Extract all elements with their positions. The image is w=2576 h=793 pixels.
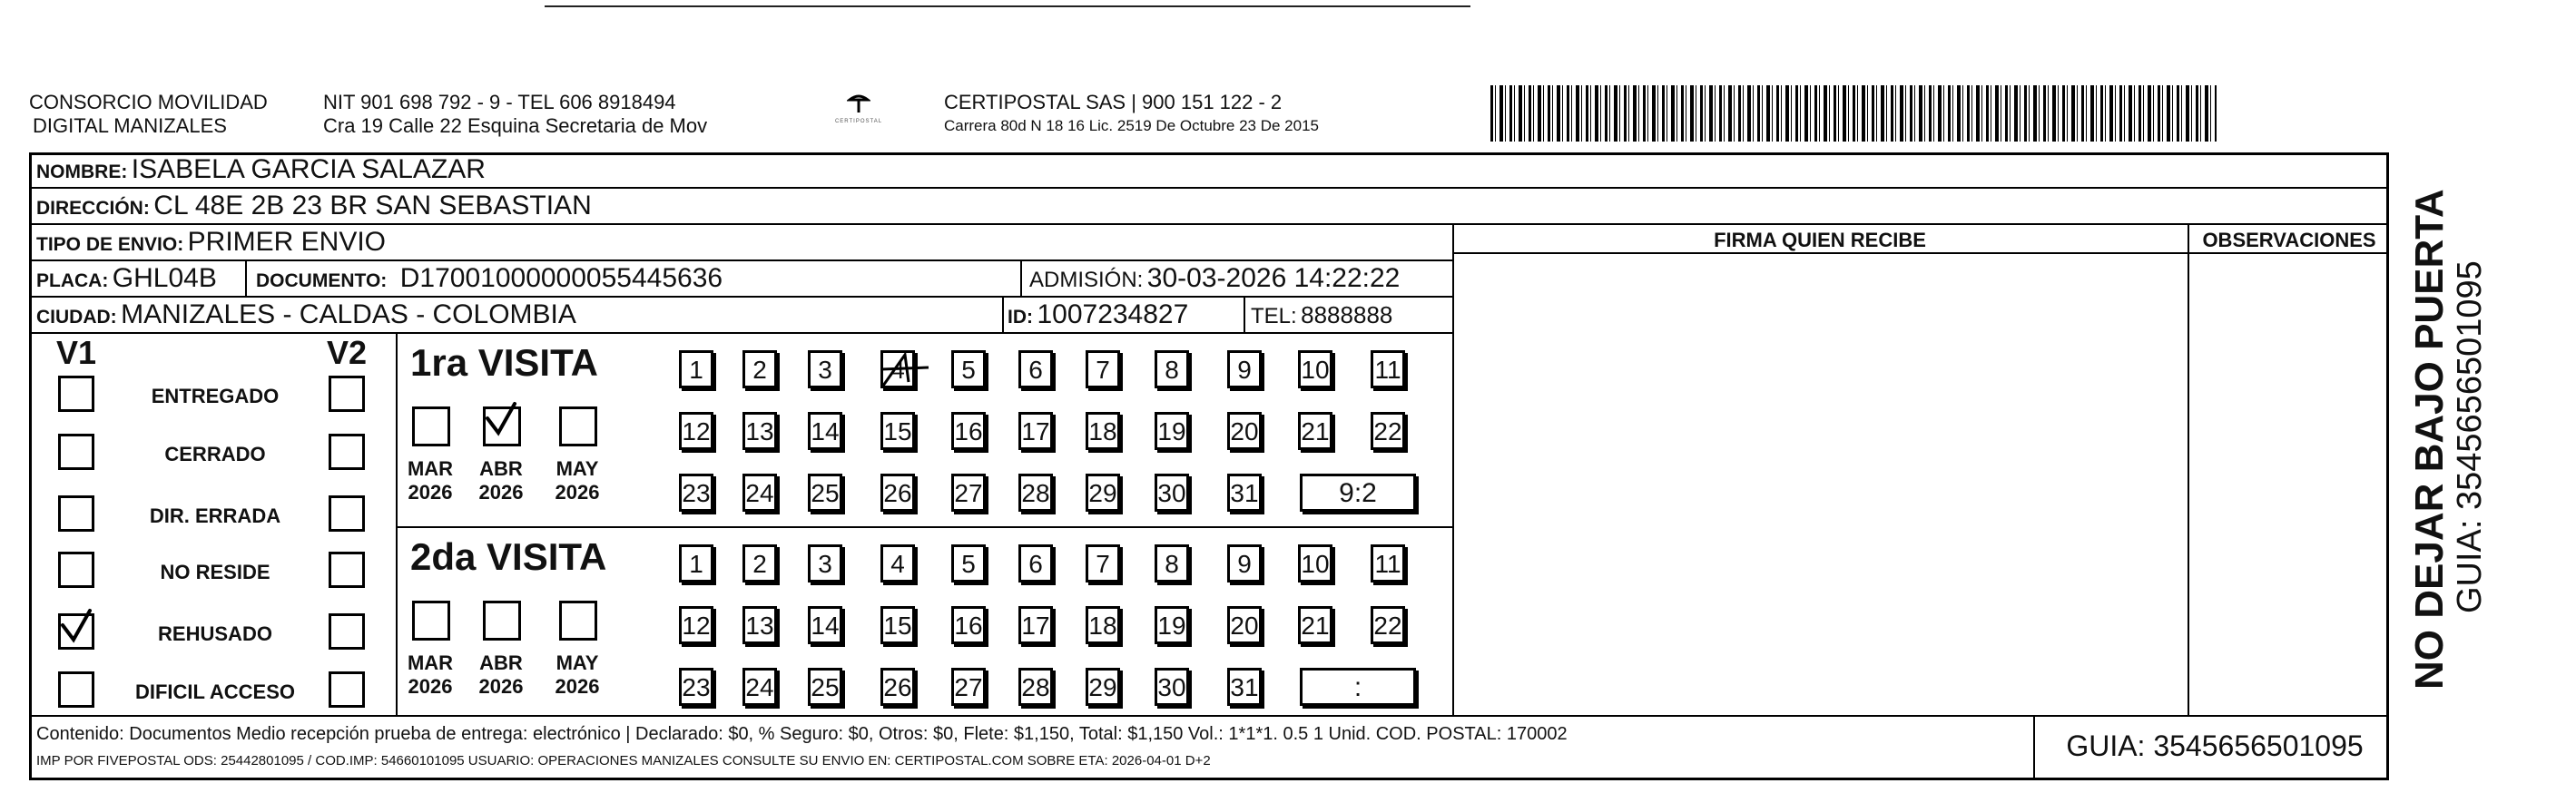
day-box[interactable]: 24 <box>742 668 777 706</box>
month-name: ABR <box>479 651 523 674</box>
day-box[interactable]: 9 <box>1227 544 1262 583</box>
sender-info <box>323 91 707 138</box>
nombre-row <box>36 154 486 190</box>
v1-checkbox[interactable] <box>58 552 94 588</box>
v2-label: V2 <box>327 334 368 371</box>
month-checkbox[interactable] <box>559 601 597 641</box>
day-box[interactable]: 8 <box>1155 350 1189 388</box>
direccion-row <box>36 191 592 226</box>
placa-label: PLACA: <box>36 270 109 291</box>
footer-guia: GUIA: 3545656501095 <box>2066 729 2364 762</box>
month-year: 2026 <box>408 675 453 698</box>
documento-label: DOCUMENTO: <box>256 270 388 291</box>
month-year: 2026 <box>478 675 524 698</box>
id-value: 1007234827 <box>1037 299 1189 329</box>
documento-value: D17001000000055445636 <box>399 263 723 293</box>
status-label: DIR. ERRADA <box>149 504 281 527</box>
scan-edge-line <box>545 5 1470 7</box>
placa-value: GHL04B <box>112 263 217 293</box>
day-box[interactable]: 18 <box>1086 606 1120 644</box>
divider <box>1452 252 2389 254</box>
sender-name <box>29 91 268 138</box>
admision-row <box>1029 263 1400 299</box>
month-label <box>552 457 603 504</box>
day-box[interactable]: 4 <box>880 544 915 583</box>
barcode <box>1490 85 2217 142</box>
day-box[interactable]: 15 <box>880 606 915 644</box>
day-box[interactable]: 8 <box>1155 544 1189 583</box>
tipo-label: TIPO DE ENVIO: <box>36 234 184 255</box>
divider <box>396 526 1454 528</box>
month-name: MAR <box>407 457 454 480</box>
day-box[interactable]: 27 <box>951 668 986 706</box>
divider <box>1020 259 1022 296</box>
admision-value: 30-03-2026 14:22:22 <box>1146 263 1401 293</box>
divider <box>396 332 398 715</box>
ciudad-value: MANIZALES - CALDAS - COLOMBIA <box>121 299 576 329</box>
visit-title: 2da VISITA <box>410 535 607 578</box>
time-box[interactable]: : <box>1300 668 1416 706</box>
day-box[interactable]: 11 <box>1371 350 1405 388</box>
day-box[interactable]: 16 <box>951 412 986 450</box>
month-year: 2026 <box>478 481 524 504</box>
day-box[interactable]: 28 <box>1018 474 1053 512</box>
day-box[interactable]: 19 <box>1155 412 1189 450</box>
v1-label: V1 <box>56 334 97 371</box>
day-box[interactable]: 10 <box>1298 544 1332 583</box>
day-box[interactable]: 14 <box>808 606 842 644</box>
day-box[interactable]: 10 <box>1298 350 1332 388</box>
divider <box>2033 715 2035 780</box>
day-box[interactable]: 21 <box>1298 606 1332 644</box>
courier-name: CERTIPOSTAL SAS | 900 151 122 - 2 <box>944 91 1283 113</box>
v2-checkbox[interactable] <box>329 434 365 470</box>
day-box[interactable]: 25 <box>808 668 842 706</box>
divider <box>1002 296 1004 332</box>
documento-row <box>256 263 723 299</box>
divider <box>29 715 2389 717</box>
day-box[interactable]: 3 <box>808 544 842 583</box>
day-box[interactable]: 31 <box>1227 474 1262 512</box>
month-label <box>405 457 456 504</box>
month-year: 2026 <box>408 481 453 504</box>
month-label <box>405 651 456 699</box>
v2-checkbox[interactable] <box>329 613 365 650</box>
sender-nit: NIT 901 698 792 - 9 - TEL 606 8918494 <box>323 91 676 113</box>
v2-checkbox[interactable] <box>329 671 365 708</box>
day-box[interactable]: 3 <box>808 350 842 388</box>
v1-checkbox[interactable] <box>58 613 94 650</box>
tel-row <box>1251 299 1392 335</box>
courier-logo-icon <box>847 93 870 114</box>
day-box[interactable]: 11 <box>1371 544 1405 583</box>
day-box[interactable]: 26 <box>880 474 915 512</box>
sender-name-line2: DIGITAL MANIZALES <box>33 114 227 137</box>
day-box[interactable]: 5 <box>951 350 986 388</box>
month-checkbox[interactable] <box>559 406 597 446</box>
day-box[interactable]: 21 <box>1298 412 1332 450</box>
tel-label: TEL: <box>1251 304 1297 328</box>
month-year: 2026 <box>555 675 600 698</box>
day-box[interactable]: 28 <box>1018 668 1053 706</box>
day-box[interactable]: 15 <box>880 412 915 450</box>
day-box[interactable]: 23 <box>679 668 713 706</box>
month-name: MAY <box>556 651 599 674</box>
courier-logo <box>831 93 886 124</box>
day-box[interactable]: 22 <box>1371 606 1405 644</box>
month-year: 2026 <box>555 481 600 504</box>
day-box[interactable]: 12 <box>679 412 713 450</box>
day-box[interactable]: 18 <box>1086 412 1120 450</box>
v1-checkbox[interactable] <box>58 376 94 412</box>
divider <box>2188 223 2189 715</box>
day-box[interactable]: 1 <box>679 544 713 583</box>
direccion-label: DIRECCIÓN: <box>36 198 150 219</box>
day-box[interactable]: 20 <box>1227 606 1262 644</box>
month-checkbox[interactable] <box>412 601 450 641</box>
divider <box>1452 223 1454 715</box>
month-checkbox[interactable] <box>483 601 521 641</box>
tipo-value: PRIMER ENVIO <box>187 227 387 257</box>
day-box[interactable]: 6 <box>1018 544 1053 583</box>
v1-checkbox[interactable] <box>58 434 94 470</box>
day-box[interactable]: 27 <box>951 474 986 512</box>
day-box[interactable]: 7 <box>1086 350 1120 388</box>
v2-checkbox[interactable] <box>329 495 365 532</box>
month-name: MAY <box>556 457 599 480</box>
day-box[interactable]: 23 <box>679 474 713 512</box>
month-label <box>552 651 603 699</box>
divider <box>1244 296 1245 332</box>
day-box[interactable]: 4 <box>880 350 915 388</box>
ciudad-label: CIUDAD: <box>36 307 117 328</box>
day-box[interactable]: 24 <box>742 474 777 512</box>
status-label: NO RESIDE <box>160 561 270 583</box>
tipo-row <box>36 227 386 262</box>
day-box[interactable]: 5 <box>951 544 986 583</box>
day-box[interactable]: 30 <box>1155 474 1189 512</box>
observaciones-label: OBSERVACIONES <box>2202 229 2376 251</box>
month-label <box>476 457 526 504</box>
day-box[interactable]: 6 <box>1018 350 1053 388</box>
side-warning: NO DEJAR BAJO PUERTA <box>2407 189 2452 690</box>
day-box[interactable]: 25 <box>808 474 842 512</box>
status-label: CERRADO <box>164 443 266 465</box>
v2-checkbox[interactable] <box>329 376 365 412</box>
time-box[interactable]: 9:2 <box>1300 474 1416 512</box>
day-box[interactable]: 30 <box>1155 668 1189 706</box>
direccion-value: CL 48E 2B 23 BR SAN SEBASTIAN <box>153 191 592 220</box>
day-box[interactable]: 16 <box>951 606 986 644</box>
v1-checkbox[interactable] <box>58 671 94 708</box>
month-label <box>476 651 526 699</box>
day-box[interactable]: 9 <box>1227 350 1262 388</box>
sender-address: Cra 19 Calle 22 Esquina Secretaria de Mov <box>323 114 708 137</box>
day-box[interactable]: 13 <box>742 412 777 450</box>
day-box[interactable]: 17 <box>1018 606 1053 644</box>
status-label: DIFICIL ACCESO <box>134 680 295 703</box>
day-box[interactable]: 26 <box>880 668 915 706</box>
courier-address: Carrera 80d N 18 16 Lic. 2519 De Octubre 23 De 2015 <box>944 117 1319 134</box>
day-box[interactable]: 19 <box>1155 606 1189 644</box>
month-name: ABR <box>479 457 523 480</box>
status-label: REHUSADO <box>158 622 272 645</box>
nombre-label: NOMBRE: <box>36 162 128 182</box>
firma-label: FIRMA QUIEN RECIBE <box>1714 229 1926 251</box>
sender-name-line1: CONSORCIO MOVILIDAD <box>29 91 268 113</box>
day-box[interactable]: 22 <box>1371 412 1405 450</box>
v2-checkbox[interactable] <box>329 552 365 588</box>
day-box[interactable]: 29 <box>1086 474 1120 512</box>
id-row <box>1008 299 1188 335</box>
divider <box>245 259 247 296</box>
v1-checkbox[interactable] <box>58 495 94 532</box>
visit-title: 1ra VISITA <box>410 341 598 384</box>
nombre-value: ISABELA GARCIA SALAZAR <box>131 154 486 184</box>
month-name: MAR <box>407 651 454 674</box>
day-box[interactable]: 13 <box>742 606 777 644</box>
day-box[interactable]: 1 <box>679 350 713 388</box>
day-box[interactable]: 20 <box>1227 412 1262 450</box>
side-guia: GUIA: 3545656501095 <box>2451 260 2489 613</box>
day-box[interactable]: 14 <box>808 412 842 450</box>
month-checkbox[interactable] <box>412 406 450 446</box>
courier-logo-text: CERTIPOSTAL <box>834 119 883 124</box>
tel-value: 8888888 <box>1301 301 1393 328</box>
placa-row <box>36 263 217 299</box>
ciudad-row <box>36 299 576 335</box>
day-box[interactable]: 29 <box>1086 668 1120 706</box>
footer-line1: Contenido: Documentos Medio recepción prueba de entrega: electrónico | Declarado: $0, % Seguro: $0, Otros: $0, Flete: $1,150, Total: $1,150 Vol.: 1*1*1. 0.5 1 Unid. COD. POSTAL: 170002 <box>36 724 1568 744</box>
day-box[interactable]: 7 <box>1086 544 1120 583</box>
day-box[interactable]: 17 <box>1018 412 1053 450</box>
day-box[interactable]: 2 <box>742 350 777 388</box>
month-checkbox[interactable] <box>483 406 521 446</box>
admision-label: ADMISIÓN: <box>1029 268 1144 292</box>
id-label: ID: <box>1008 307 1033 328</box>
day-box[interactable]: 31 <box>1227 668 1262 706</box>
day-box[interactable]: 2 <box>742 544 777 583</box>
footer-line2: IMP POR FIVEPOSTAL ODS: 25442801095 / COD.IMP: 54660101095 USUARIO: OPERACIONES MANIZALES CONSULTE SU ENVIO EN: CERTIPOSTAL.COM SOBRE ETA: 2026-04-01 D+2 <box>36 753 1211 769</box>
day-box[interactable]: 12 <box>679 606 713 644</box>
status-label: ENTREGADO <box>151 385 280 407</box>
